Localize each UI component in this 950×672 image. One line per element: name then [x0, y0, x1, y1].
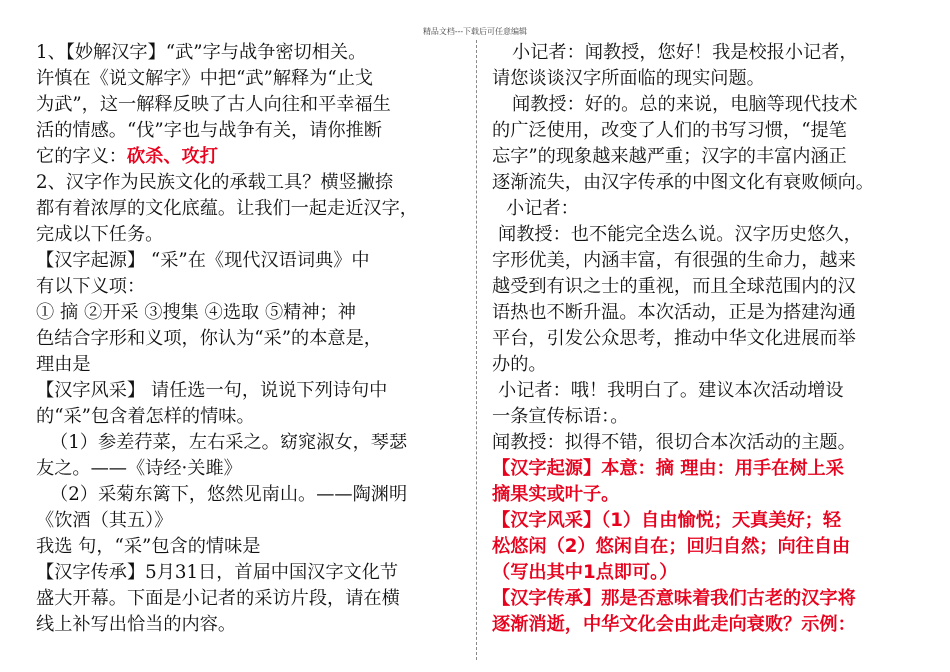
left-column [36, 40, 466, 638]
answer-line: 【汉字起源】本意：摘 理由：用手在树上采 [492, 458, 844, 479]
text-line: 闻教授：也不能完全迭么说。汉字历史悠久， [498, 224, 862, 245]
text-line: 字形优美，内涵丰富，有很强的生命力，越来 [492, 250, 856, 271]
text-line: 都有着浓厚的文化底蕴。让我们一起走近汉字， [36, 198, 418, 219]
download-header-note: 精品文档---下载后可任意编辑 [422, 27, 528, 36]
question-stem: 它的字义： [36, 146, 127, 167]
text-line: 友之。——《诗经·关雎》 [36, 458, 242, 479]
text-line: 活的情感。“伐”字也与战争有关，请你推断 [36, 120, 382, 141]
text-line: 理由是 [36, 354, 91, 375]
text-line: 【汉字风采】 请任选一句，说说下列诗句中 [36, 380, 388, 401]
text-line: 完成以下任务。 [36, 224, 164, 245]
text-line: 的广泛使用，改变了人们的书写习惯，“提笔 [492, 120, 847, 141]
text-line: 【汉字起源】 “采”在《现代汉语词典》中 [36, 250, 370, 271]
answer-line: （写出其中1点即可。） [492, 562, 678, 583]
text-line: 我选 句，“采”包含的情味是 [36, 536, 261, 557]
text-line: （1）参差荇菜，左右采之。窈窕淑女，琴瑟 [50, 432, 408, 453]
text-line: 语热也不断升温。本次活动，正是为搭建沟通 [492, 302, 856, 323]
text-line-with-answer [36, 144, 466, 170]
column-divider [476, 40, 477, 660]
right-column [492, 40, 912, 638]
answer-line: 松悠闲（2）悠闲自在；回归自然；向往自由 [492, 536, 851, 557]
text-line: 盛大开幕。下面是小记者的采访片段，请在横 [36, 588, 400, 609]
text-line: 闻教授：好的。总的来说，电脑等现代技术 [512, 94, 858, 115]
text-line: 线上补写出恰当的内容。 [36, 614, 237, 635]
answer-line: 逐渐消逝，中华文化会由此走向衰败？示例： [492, 614, 856, 635]
answer-line: 【汉字风采】（1）自由愉悦；天真美好；轻 [492, 510, 842, 531]
text-line: 平台，引发公众思考，推动中华文化进展而举 [492, 328, 856, 349]
text-line: 有以下义项： [36, 276, 146, 297]
text-line: 请您谈谈汉字所面临的现实问题。 [492, 68, 765, 89]
text-line: 越受到有识之士的重视，而且全球范围内的汉 [492, 276, 856, 297]
text-line: 小记者： [506, 198, 579, 219]
answer-line: 摘果实或叶子。 [492, 484, 620, 505]
text-line: 【汉字传承】5月31日，首届中国汉字文化节 [36, 562, 399, 583]
answer-text: 砍杀、攻打 [126, 146, 218, 167]
text-line: 《饮酒（其五）》 [36, 510, 173, 531]
text-line: 许慎在《说文解字》中把“武”解释为“止戈 [36, 68, 374, 89]
text-line: 办的。 [492, 354, 547, 375]
text-line: 一条宣传标语：。 [492, 406, 629, 427]
text-line: 小记者：闻教授，您好！我是校报小记者， [512, 42, 858, 63]
text-line: 的“采”包含着怎样的情味。 [36, 406, 255, 427]
text-line: 为武”，这一解释反映了古人向往和平幸福生 [36, 94, 391, 115]
text-line: 忘字”的现象越来越严重；汉字的丰富内涵正 [492, 146, 847, 167]
text-line: 色结合字形和义项，你认为“采”的本意是， [36, 328, 382, 349]
text-line: ① 摘 ②开采 ③搜集 ④选取 ⑤精神；神 [36, 302, 356, 323]
text-line: 逐渐流失，由汉字传承的中图文化有衰败倾向。 [492, 172, 874, 193]
text-line: 2、汉字作为民族文化的承载工具？横竖撇捺 [36, 172, 394, 193]
text-line: 闻教授：拟得不错，很切合本次活动的主题。 [492, 432, 856, 453]
text-line: （2）采菊东篱下，悠然见南山。——陶渊明 [50, 484, 408, 505]
text-line: 1、【妙解汉字】“武”字与战争密切相关。 [36, 42, 367, 63]
answer-line: 【汉字传承】那是否意味着我们古老的汉字将 [492, 588, 856, 609]
text-line: 小记者：哦！我明白了。建议本次活动增设 [498, 380, 844, 401]
